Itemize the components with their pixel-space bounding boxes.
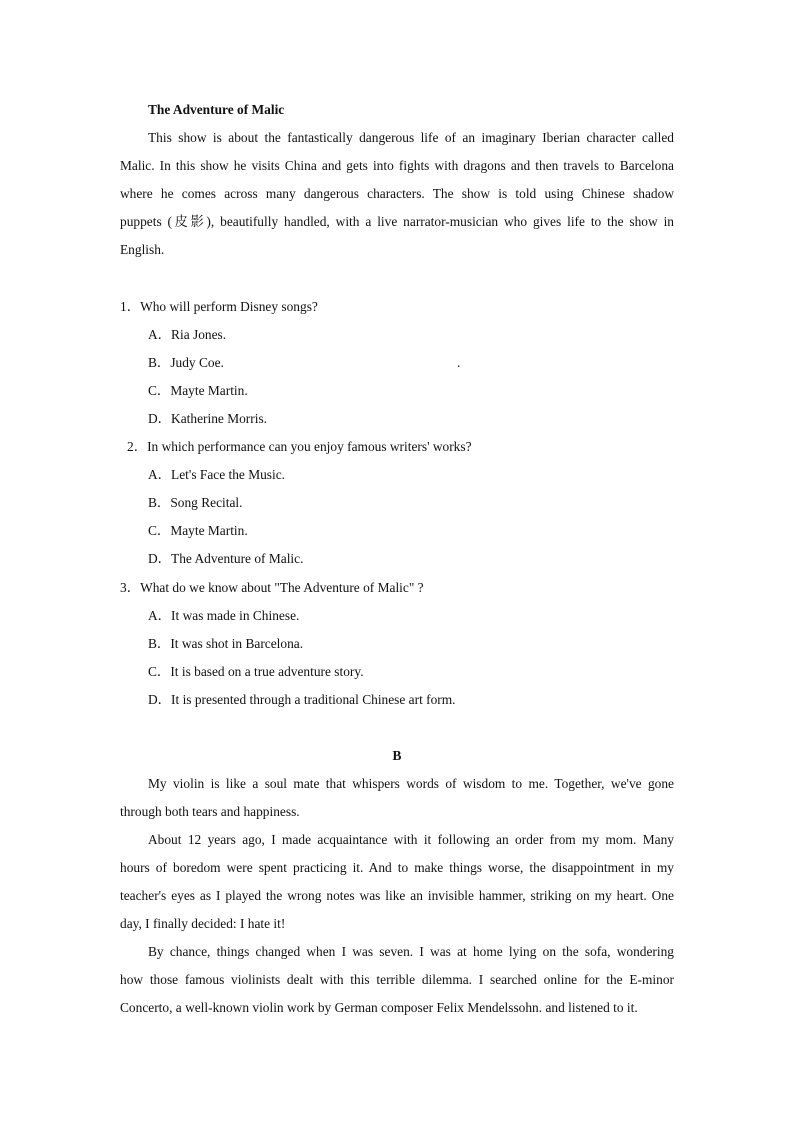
passage-b-line-1: My violin is like a soul mate that whispers words of wisdom to me. Together, we've gone (148, 776, 674, 791)
passage-b-line-5: teacher's eyes as I played the wrong notes was like an invisible hammer, striking on my heart. One (120, 888, 674, 903)
passage-a-line-5: English. (120, 242, 165, 257)
question-1-option-d: D．Katherine Morris. (148, 411, 267, 426)
question-1-stem: 1．Who will perform Disney songs? (120, 299, 318, 314)
question-2-option-c: C．Mayte Martin. (148, 523, 248, 538)
passage-a-line-2: Malic. In this show he visits China and gets into fights with dragons and then travels to Barcelona (120, 158, 674, 173)
question-2-option-d: D．The Adventure of Malic. (148, 551, 304, 566)
passage-b-line-3: About 12 years ago, I made acquaintance with it following an order from my mom. Many (148, 832, 674, 847)
question-3-option-c: C．It is based on a true adventure story. (148, 664, 364, 679)
passage-b-line-6: day, I finally decided: I hate it! (120, 916, 286, 931)
passage-b-line-8: how those famous violinists dealt with this terrible dilemma. I searched online for the E-minor (120, 972, 674, 987)
passage-a-line-4: puppets (皮影), beautifully handled, with a live narrator-musician who gives life to the show in (120, 214, 674, 229)
question-3-option-d: D．It is presented through a traditional Chinese art form. (148, 692, 456, 707)
passage-a-title: The Adventure of Malic (148, 102, 285, 117)
passage-b-line-9: Concerto, a well-known violin work by German composer Felix Mendelssohn. and listened to it. (120, 1000, 638, 1015)
question-1-option-c: C．Mayte Martin. (148, 383, 248, 398)
passage-a-line-1: This show is about the fantastically dangerous life of an imaginary Iberian character called (148, 130, 674, 145)
question-1-option-b: B．Judy Coe. (148, 355, 224, 370)
passage-b-line-4: hours of boredom were spent practicing it. And to make things worse, the disappointment in my (120, 860, 674, 875)
question-2-option-b: B．Song Recital. (148, 495, 243, 510)
passage-b-line-7: By chance, things changed when I was seven. I was at home lying on the sofa, wondering (148, 944, 674, 959)
question-1-option-a: A．Ria Jones. (148, 327, 227, 342)
question-2-stem: 2．In which performance can you enjoy famous writers' works? (127, 439, 472, 454)
passage-a-line-3: where he comes across many dangerous characters. The show is told using Chinese shadow (120, 186, 674, 201)
passage-b-heading: B (392, 748, 402, 763)
stray-mark: . (457, 355, 461, 370)
passage-b-line-2: through both tears and happiness. (120, 804, 300, 819)
question-3-option-b: B．It was shot in Barcelona. (148, 636, 304, 651)
question-3-stem: 3．What do we know about "The Adventure of Malic" ? (120, 580, 424, 595)
question-3-option-a: A．It was made in Chinese. (148, 608, 300, 623)
question-2-option-a: A．Let's Face the Music. (148, 467, 286, 482)
